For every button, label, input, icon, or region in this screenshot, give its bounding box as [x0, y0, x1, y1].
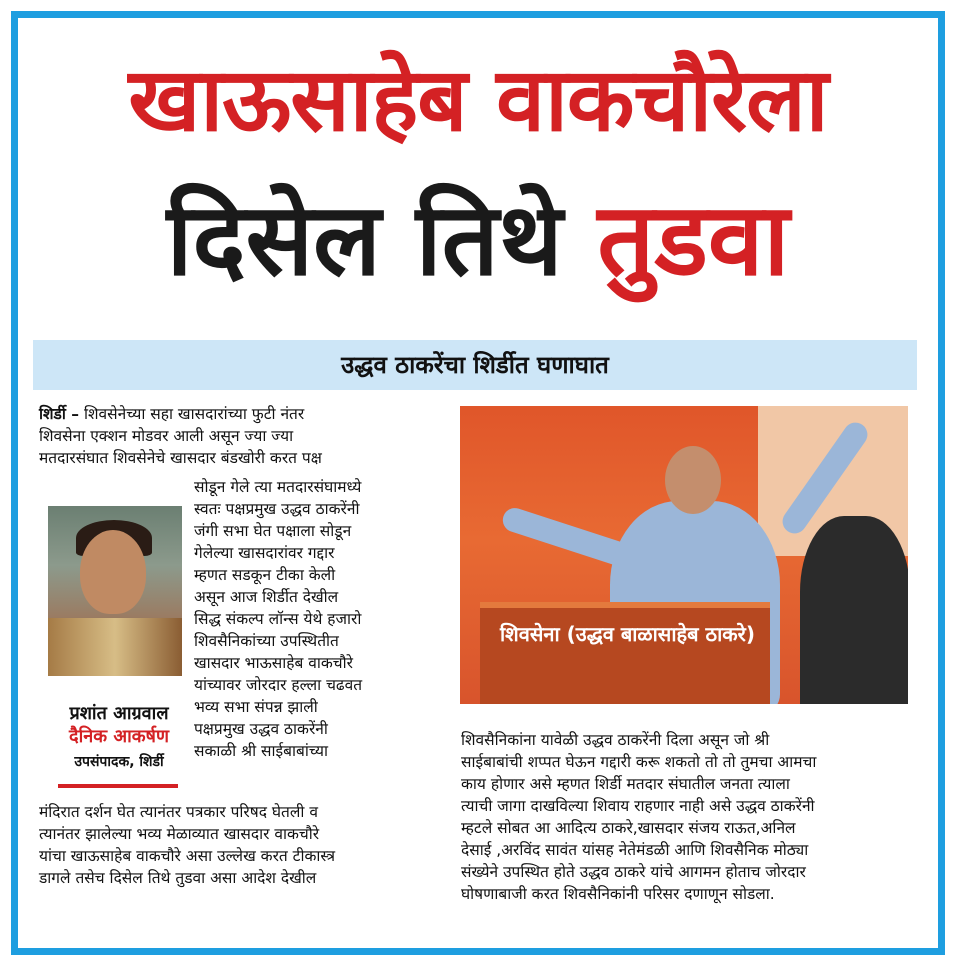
article-col2-line-6: संख्येने उपस्थित होते उद्धव ठाकरे यांचे आगमन होताच जोरदार	[461, 863, 806, 881]
portrait-face	[80, 530, 146, 614]
article-col2-line-2: काय होणार असे म्हणत शिर्डी मतदार संघातील जनता त्याला	[461, 775, 790, 793]
photo-speaker-head	[665, 446, 721, 514]
photo-podium	[480, 602, 770, 704]
article-col1-bottom-1: त्यानंतर झालेल्या भव्य मेळाव्यात खासदार वाकचौरे	[39, 825, 320, 843]
newspaper-clipping	[11, 11, 945, 955]
rally-photo	[460, 406, 908, 704]
article-col1-wrap-4: म्हणत सडकून टीका केली	[194, 566, 336, 584]
article-col1-wrap-3: गेलेल्या खासदारांवर गद्दार	[194, 544, 335, 562]
byline-role: उपसंपादक, शिर्डी	[74, 754, 164, 770]
article-col2-line-5: देसाई ,अरविंद सावंत यांसह नेतेमंडळी आणि शिवसैनिक मोठ्या	[461, 841, 809, 859]
article-col2-line-1: साईबाबांची शप्पत घेऊन गद्दारी करू शकतो तो तो तुमचा आमचा	[461, 753, 817, 771]
podium-text: शिवसेना (उद्धव बाळासाहेब ठाकरे)	[500, 622, 755, 646]
reporter-portrait	[48, 506, 182, 676]
article-col2-line-3: त्याची जागा दाखविल्या शिवाय राहणार नाही असे उद्धव ठाकरेंनी	[461, 797, 815, 815]
article-col2-line-0: शिवसैनिकांना यावेळी उद्धव ठाकरेंनी दिला असून जो श्री	[461, 731, 770, 749]
article-lead: शिर्डी –	[39, 405, 80, 423]
article-col2-line-7: घोषणाबाजी करत शिवसैनिकांनी परिसर दणाणून सोडला.	[461, 885, 775, 903]
headline-line-2-black: दिसेल तिथे	[166, 181, 563, 298]
article-col1-wrap-5: असून आज शिर्डीत देखील	[194, 588, 339, 606]
headline-line-1: खाऊसाहेब वाकचौरेला	[128, 48, 828, 151]
article-col1-bottom-0: मंदिरात दर्शन घेत त्यानंतर पत्रकार परिषद घेतली व	[39, 803, 318, 821]
article-col1-text-0: शिवसेनेच्या सहा खासदारांच्या फुटी नंतर	[79, 405, 305, 423]
headline-line-2	[18, 181, 938, 298]
byline-underline	[58, 784, 178, 788]
headline-line-2-red: तुडवा	[597, 181, 790, 298]
article-col1-wrap-0: सोडून गेले त्या मतदारसंघामध्ये	[194, 478, 362, 496]
article-col1-wrap-11: पक्षप्रमुख उद्धव ठाकरेंनी	[194, 720, 328, 738]
article-col1-wrap-2: जंगी सभा घेत पक्षाला सोडून	[194, 522, 352, 540]
article-col1-line-2: मतदारसंघात शिवसेनेचे खासदार बंडखोरी करत पक्ष	[39, 449, 322, 467]
article-col2-line-4: म्हटले सोबत आ आदित्य ठाकरे,खासदार संजय राऊत,अनिल	[461, 819, 796, 837]
article-col1-wrap-8: खासदार भाऊसाहेब वाकचौरे	[194, 654, 353, 672]
article-col1-wrap-1: स्वतः पक्षप्रमुख उद्धव ठाकरेंनी	[194, 500, 360, 518]
byline-name: प्रशांत आग्रवाल	[69, 703, 169, 724]
subheading-bar	[33, 340, 917, 390]
photo-guard	[800, 516, 908, 704]
article-col1-bottom-2: यांचा खाऊसाहेब वाकचौरे असा उल्लेख करत टीकास्त्र	[39, 847, 336, 865]
article-col1-wrap-10: भव्य सभा संपन्न झाली	[194, 698, 318, 716]
article-col1-wrap-6: सिद्ध संकल्प लॉन्स येथे हजारो	[194, 610, 362, 628]
article-col1-bottom-3: डागले तसेच दिसेल तिथे तुडवा असा आदेश देखील	[39, 869, 317, 887]
article-col1-wrap-12: सकाळी श्री साईबाबांच्या	[194, 742, 329, 760]
article-col1-wrap-7: शिवसैनिकांच्या उपस्थितीत	[194, 632, 339, 650]
subheading: उद्धव ठाकरेंचा शिर्डीत घणाघात	[341, 351, 609, 379]
article-col1-line-1: शिवसेना एक्शन मोडवर आली असून ज्या ज्या	[39, 427, 294, 445]
article-col1-line-0	[39, 404, 304, 426]
article-col1-wrap-9: यांच्यावर जोरदार हल्ला चढवत	[194, 676, 363, 694]
portrait-shirt	[48, 618, 182, 676]
byline-publication: दैनिक आकर्षण	[69, 726, 169, 747]
